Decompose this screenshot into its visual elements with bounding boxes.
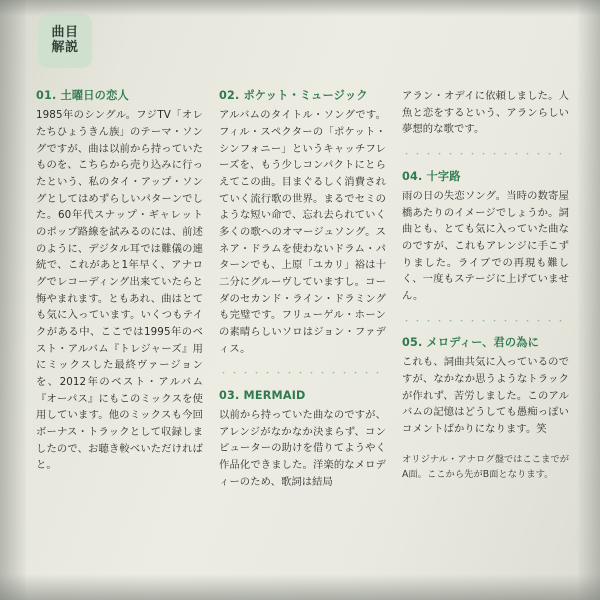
section-heading-line1: 曲目 [51, 25, 79, 41]
section-heading-line2: 解説 [51, 40, 79, 55]
track-body: 1985年のシングル。フジTV「オレたちひょうきん族」のテーマ・ソングですが、曲は以前から持っていたものを、こちらから売り込みに行ったという、私のタイ・アップ・ソングとしてはめずらしいパターンでした。60年代スナップ・ギャレットのポップ路線を試みるのには、前述のように、デジタル耳では難儀の連続で、これがあと1年早く、アナログでレコーディング出来ていたらと悔やまれます。ともあれ、曲はとても気に入っています。いくつもテイクがある中、ここでは1995年のベスト・アルバム『トレジャーズ』用にミックスした最終ヴァージョンを、2012年のベスト・アルバム『オーパス』にもこのミックスを使用しています。他のミックスも今回ボーナス・トラックとして収録しましたので、お聴き較べいただければと。 [36, 109, 203, 472]
section-divider: ・・・・・・・・・・・・・・・ [402, 150, 568, 161]
track-body: アラン・オデイに依頼しました。人魚と恋をするという、アランらしい夢想的な歌です。 [402, 90, 569, 136]
section-divider: ・・・・・・・・・・・・・・・ [402, 316, 568, 327]
track-body: これも、詞曲共気に入っているのですが、なかなか思うようなトラックが作れず、苦労しました。このアルバムの記憶はどうしても愚痴っぽいコメントばかりになります。笑 [402, 356, 569, 436]
track-title: 04. 十字路 [402, 169, 461, 183]
track-body: アルバムのタイトル・ソングです。フィル・スペクターの「ポケット・シンフォニー」というキャッチフレーズを、もう少しコンパクトにとらえてこの曲。目まぐるしく消費されていく流行歌の世界。まるでセミのような短い命で、忘れ去られていく多くの歌へのオマージュソング。スネア・ドラムを使わないドラム・パターンでも、上原「ユカリ」裕は十二分にグルーヴしていますし。コーダのセカンド・ライン・ドラミングも完璧です。フリューゲル・ホーンの素晴らしいソロはジョン・ファディス。 [219, 109, 386, 355]
track-title: 05. メロディー、君の為に [402, 336, 540, 350]
track-entry [36, 88, 203, 474]
side-a-note: オリジナル・アナログ盤ではここまでがA面。ここから先がB面となります。 [402, 453, 569, 481]
track-title: 01. 土曜日の恋人 [36, 89, 129, 102]
column-1 [36, 88, 203, 588]
track-body: 雨の日の失恋ソング。当時の数寄屋橋あたりのイメージでしょうか。詞曲とも、とても気に入っていた曲なのですが、これもアレンジに手こずりました。ライブでの再現も難しく、一度もステージに上げていません。 [402, 189, 569, 302]
section-heading-badge [38, 14, 92, 68]
track-entry [402, 169, 569, 305]
track-title: 02. ポケット・ミュージック [219, 89, 368, 102]
track-entry [402, 335, 569, 438]
section-divider: ・・・・・・・・・・・・・・・ [219, 369, 385, 380]
text-columns [36, 88, 570, 588]
track-body: 以前から持っていた曲なのですが、アレンジがなかなか決まらず、コンピューターの助けを借りてようやく作品化できました。洋楽的なメロディーのため、歌詞は結局 [219, 409, 386, 488]
track-entry [219, 388, 386, 491]
column-3 [402, 88, 569, 588]
track-entry [219, 88, 386, 357]
page-top-shadow [0, 0, 600, 16]
track-entry-continued [402, 88, 569, 138]
column-2 [219, 88, 386, 588]
track-title: 03. MERMAID [219, 388, 306, 402]
